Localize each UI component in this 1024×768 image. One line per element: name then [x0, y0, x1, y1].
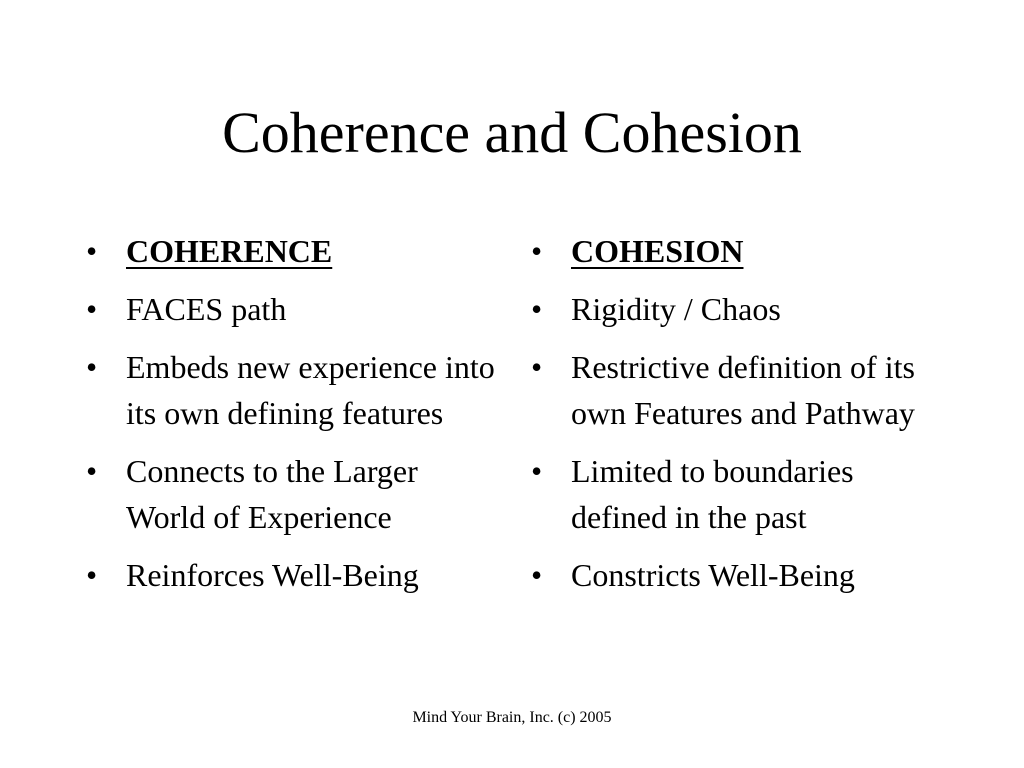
cohesion-item: [529, 344, 949, 436]
coherence-column: [84, 228, 504, 610]
coherence-item-text: Connects to the Larger World of Experience: [126, 453, 418, 535]
bullet-icon: •: [531, 291, 543, 327]
cohesion-column: [529, 228, 949, 610]
bullet-icon: •: [86, 291, 98, 327]
coherence-item: [84, 344, 504, 436]
cohesion-heading-item: [529, 228, 949, 274]
bullet-icon: •: [531, 349, 543, 385]
cohesion-item-text: Restrictive definition of its own Features and Pathway: [571, 349, 915, 431]
coherence-heading: COHERENCE: [126, 233, 333, 269]
bullet-icon: •: [86, 349, 98, 385]
coherence-heading-item: [84, 228, 504, 274]
bullet-icon: •: [86, 557, 98, 593]
cohesion-item: [529, 286, 949, 332]
cohesion-item-text: Rigidity / Chaos: [571, 291, 781, 327]
coherence-item: [84, 286, 504, 332]
cohesion-item-text: Constricts Well-Being: [571, 557, 855, 593]
cohesion-item: [529, 448, 949, 540]
coherence-item-text: Reinforces Well-Being: [126, 557, 419, 593]
cohesion-heading: COHESION: [571, 233, 744, 269]
coherence-item-text: FACES path: [126, 291, 287, 327]
bullet-icon: •: [531, 453, 543, 489]
cohesion-item-text: Limited to boundaries defined in the past: [571, 453, 854, 535]
bullet-icon: •: [531, 233, 543, 269]
bullet-icon: •: [86, 233, 98, 269]
bullet-icon: •: [86, 453, 98, 489]
coherence-item-text: Embeds new experience into its own defining features: [126, 349, 495, 431]
coherence-item: [84, 552, 504, 598]
cohesion-item: [529, 552, 949, 598]
slide-footer: Mind Your Brain, Inc. (c) 2005: [412, 709, 612, 726]
coherence-item: [84, 448, 504, 540]
slide-title: Coherence and Cohesion: [222, 100, 802, 165]
bullet-icon: •: [531, 557, 543, 593]
